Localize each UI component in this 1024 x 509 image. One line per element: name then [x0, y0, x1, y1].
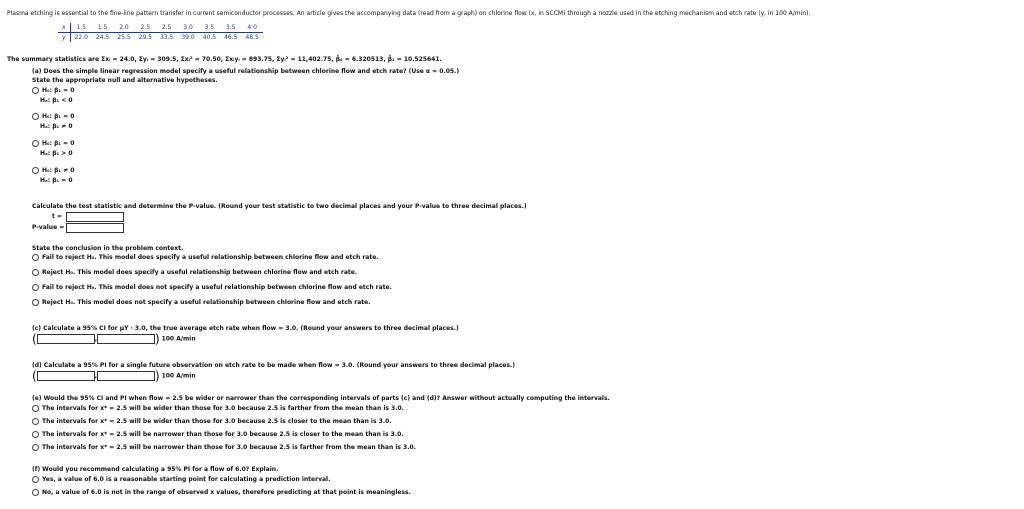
h0-label: H₀: β₁ ≠ 0 [42, 167, 75, 174]
interval-option-4[interactable] [32, 444, 416, 451]
radio-button[interactable] [32, 299, 39, 306]
option-text: The intervals for x* = 2.5 will be narrower than those for 3.0 because 2.5 is closer to the mean than is 3.0. [42, 431, 404, 438]
table-cell: 29.5 [138, 34, 152, 41]
part-f-question: (f) Would you recommend calculating a 95% PI for a flow of 6.0? Explain. [32, 466, 279, 473]
interval-option-3[interactable] [32, 431, 404, 438]
ha-label: Hₐ: β₁ ≠ 0 [40, 123, 73, 130]
ci-lower-input[interactable] [37, 334, 95, 344]
table-cell: 33.5 [160, 34, 174, 41]
summary-statistics: The summary statistics are Σxᵢ = 24.0, Σyᵢ = 309.5, Σxᵢ² = 70.50, Σxᵢyᵢ = 893.75, Σyᵢ² = 11,402.75, β̂₀ = 6.320513, β̂₁ = 10.525641. [7, 56, 442, 63]
interval-option-1[interactable] [32, 405, 404, 412]
radio-button[interactable] [32, 405, 39, 412]
radio-button[interactable] [32, 418, 39, 425]
option-text: The intervals for x* = 2.5 will be narrower than those for 3.0 because 2.5 is farther from the mean than is 3.0. [42, 444, 416, 451]
table-header-x: x [58, 23, 70, 33]
intro-text: Plasma etching is essential to the fine-line pattern transfer in current semiconductor processes. An article gives the accompanying data (read from a graph) on chlorine flow (x, in SCCM) through a nozzle used in the etching mechanism and etch rate (y, in 100 A/min). [7, 10, 811, 17]
radio-button[interactable] [32, 167, 39, 174]
table-cell: 3.5 [220, 23, 241, 33]
table-cell: 1.5 [92, 23, 113, 33]
hypotheses-prompt: State the appropriate null and alternative hypotheses. [32, 77, 218, 84]
radio-button[interactable] [32, 444, 39, 451]
radio-button[interactable] [32, 254, 39, 261]
table-header-y: y [58, 33, 70, 43]
ci-unit: 100 A/min [161, 335, 196, 343]
hypothesis-option-1[interactable] [32, 87, 74, 94]
ci-upper-input[interactable] [97, 334, 155, 344]
part-d-question: (d) Calculate a 95% PI for a single future observation on etch rate to be made when flow = 3.0. (Round your answers to three decimal places.) [32, 362, 516, 369]
p-value-input[interactable] [66, 223, 124, 233]
part-a-question: (a) Does the simple linear regression model specify a useful relationship between chlorine flow and etch rate? (Use α = 0.05.) [32, 68, 460, 75]
recommend-option-2[interactable] [32, 489, 411, 496]
t-label: t = [52, 213, 62, 220]
ci-inputs: ( , ) 100 A/min [32, 332, 196, 346]
radio-button[interactable] [32, 140, 39, 147]
table-cell: 2.0 [113, 23, 134, 33]
radio-button[interactable] [32, 431, 39, 438]
table-cell: 46.5 [224, 34, 238, 41]
conclusion-option-2[interactable] [32, 269, 357, 276]
t-input[interactable] [66, 212, 124, 222]
hypothesis-option-2[interactable] [32, 113, 74, 120]
p-value-input-box[interactable] [66, 223, 124, 233]
option-text: Reject H₀. This model does not specify a useful relationship between chlorine flow and etch rate. [42, 299, 371, 306]
option-text: The intervals for x* = 2.5 will be wider than those for 3.0 because 2.5 is farther from the mean than is 3.0. [42, 405, 404, 412]
h0-label: H₀: β₁ = 0 [42, 113, 75, 120]
table-cell: 24.5 [95, 34, 110, 41]
pi-lower-input[interactable] [37, 371, 95, 381]
table-cell: 3.0 [177, 23, 198, 33]
pi-inputs: ( , ) 100 A/min [32, 369, 196, 383]
radio-button[interactable] [32, 269, 39, 276]
option-text: No, a value of 6.0 is not in the range of observed x values, therefore predicting at that point is meaningless. [42, 489, 411, 496]
radio-button[interactable] [32, 87, 39, 94]
table-row-y [58, 33, 263, 43]
radio-button[interactable] [32, 489, 39, 496]
h0-label: H₀: β₁ = 0 [42, 140, 75, 147]
t-input-box[interactable] [66, 212, 124, 222]
option-text: Fail to reject H₀. This model does specify a useful relationship between chlorine flow and etch rate. [42, 254, 379, 261]
table-cell: 4.0 [241, 23, 262, 33]
p-value-label: P-value = [32, 224, 65, 231]
table-row-x [58, 23, 263, 33]
hypothesis-option-3[interactable] [32, 140, 74, 147]
conclusion-option-4[interactable] [32, 299, 371, 306]
table-cell: 40.5 [202, 34, 217, 41]
table-cell: 48.5 [245, 34, 259, 41]
pi-upper-input[interactable] [97, 371, 155, 381]
conclusion-prompt: State the conclusion in the problem context. [32, 245, 184, 252]
table-cell: 25.5 [117, 34, 131, 41]
ha-label: Hₐ: β₁ > 0 [40, 150, 73, 157]
table-cell: 3.5 [199, 23, 220, 33]
h0-label: H₀: β₁ = 0 [42, 87, 75, 94]
part-c-question: (c) Calculate a 95% CI for μY · 3.0, the true average etch rate when flow = 3.0. (Round your answers to three decimal places.) [32, 325, 459, 332]
table-cell: 2.5 [156, 23, 177, 33]
option-text: The intervals for x* = 2.5 will be wider than those for 3.0 because 2.5 is closer to the mean than is 3.0. [42, 418, 392, 425]
conclusion-option-1[interactable] [32, 254, 379, 261]
conclusion-option-3[interactable] [32, 284, 392, 291]
part-e-question: (e) Would the 95% CI and PI when flow = 2.5 be wider or narrower than the corresponding intervals of parts (c) and (d)? Answer without actually computing the intervals. [32, 395, 610, 402]
pi-unit: 100 A/min [161, 372, 196, 380]
radio-button[interactable] [32, 284, 39, 291]
table-cell: 1.5 [70, 23, 92, 33]
table-cell: 2.5 [135, 23, 156, 33]
ha-label: Hₐ: β₁ = 0 [40, 177, 73, 184]
recommend-option-1[interactable] [32, 476, 330, 483]
option-text: Yes, a value of 6.0 is a reasonable starting point for calculating a prediction interval. [42, 476, 331, 483]
data-table [58, 23, 263, 42]
hypothesis-option-4[interactable] [32, 167, 74, 174]
ha-label: Hₐ: β₁ < 0 [40, 97, 73, 104]
table-cell: 39.0 [181, 34, 195, 41]
option-text: Fail to reject H₀. This model does not specify a useful relationship between chlorine flow and etch rate. [42, 284, 392, 291]
calc-prompt: Calculate the test statistic and determine the P-value. (Round your test statistic to two decimal places and your P-value to three decimal places.) [32, 203, 527, 210]
table-cell: 22.0 [74, 34, 88, 41]
radio-button[interactable] [32, 113, 39, 120]
interval-option-2[interactable] [32, 418, 392, 425]
radio-button[interactable] [32, 476, 39, 483]
option-text: Reject H₀. This model does specify a useful relationship between chlorine flow and etch rate. [42, 269, 358, 276]
